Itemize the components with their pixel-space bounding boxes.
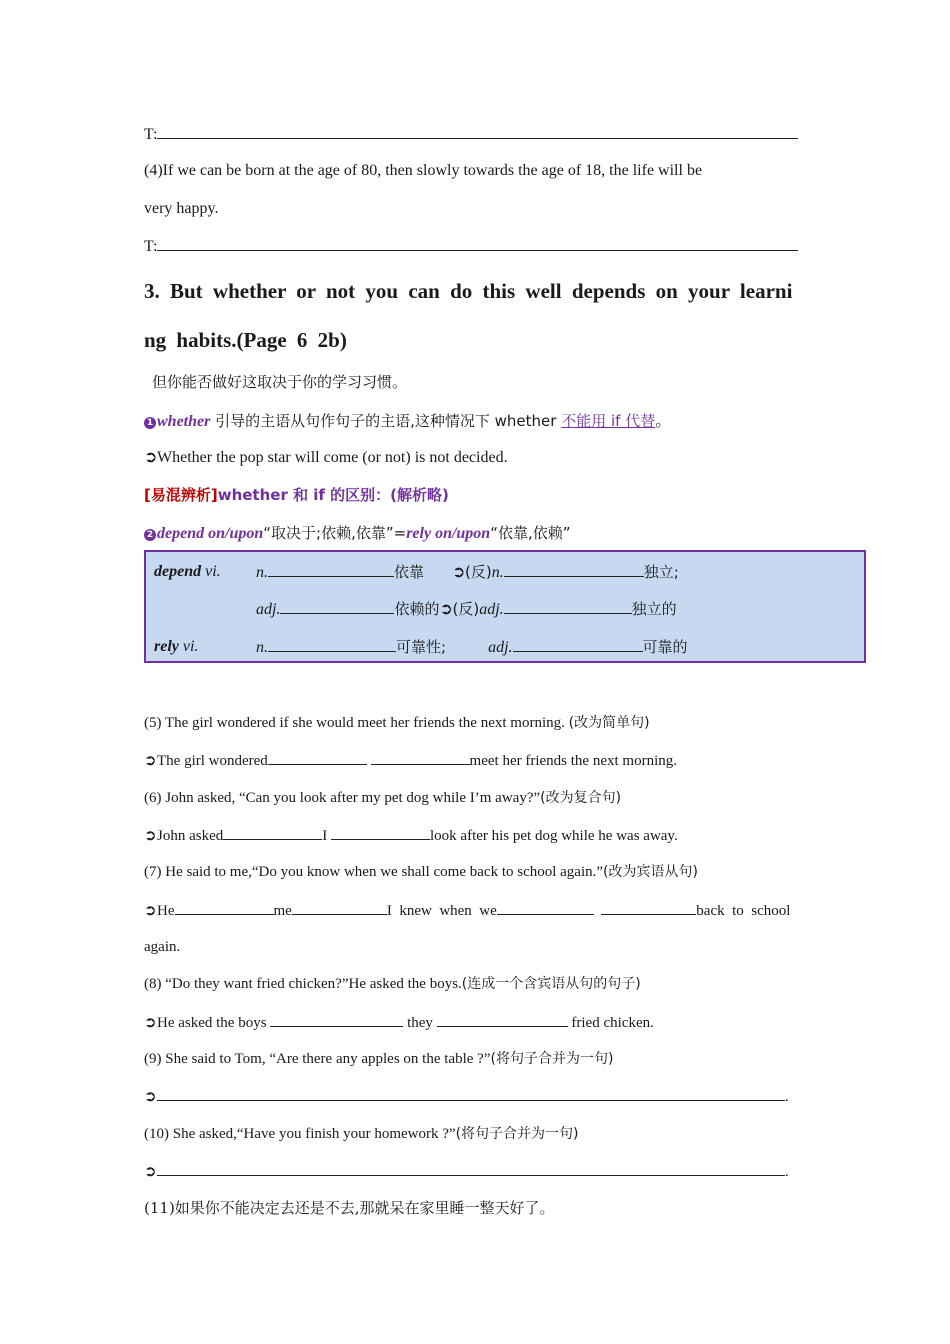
cn-meaning: 独立; [643, 563, 679, 581]
cn-meaning: 依赖的 [394, 600, 440, 618]
pos-n: n. [491, 564, 504, 581]
arrow-icon: ➲ [452, 564, 466, 581]
word-family-box [144, 550, 866, 663]
word-rely: rely [154, 638, 179, 655]
answer-9 [144, 1086, 789, 1107]
answer-text: meet her friends the next morning. [469, 753, 677, 769]
answer-blank[interactable] [268, 637, 396, 652]
cn-meaning: 依靠 [394, 563, 425, 581]
answer-text: He asked the boys [157, 1015, 271, 1031]
number-two-icon: 2 [144, 529, 156, 541]
question-11: (11)如果你不能决定去还是不去,那就呆在家里睡一整天好了。 [144, 1199, 555, 1217]
question-text: (8) “Do they want fried chicken?”He asked the boys. [144, 976, 462, 992]
section-heading-line1: 3. But whether or not you can do this well depends on your learni [144, 279, 793, 303]
arrow-icon: ➲ [144, 903, 157, 919]
question-hint: (改为宾语从句) [603, 864, 698, 880]
question-hint: (将句子合并为一句) [455, 1126, 579, 1142]
question-6 [144, 788, 621, 808]
pos-adj: adj. [488, 639, 513, 656]
answer-5 [144, 750, 677, 771]
answer-line-t2 [144, 236, 798, 257]
pos-n: n. [256, 639, 268, 656]
note-1-example [144, 448, 508, 468]
answer-blank[interactable] [497, 900, 594, 915]
answer-line-t1 [144, 124, 798, 145]
answer-10 [144, 1161, 789, 1182]
opposite-label: (反) [452, 600, 480, 618]
answer-blank[interactable] [292, 900, 387, 915]
answer-blank[interactable] [280, 599, 394, 614]
answer-blank[interactable] [223, 825, 322, 840]
confusion-bracket: [易混辨析] [144, 486, 218, 504]
arrow-icon: ➲ [144, 753, 157, 769]
box-row1-blanks [256, 562, 679, 583]
question-hint: (改为复合句) [540, 790, 622, 806]
question-5 [144, 713, 650, 733]
box-row-rely [154, 637, 198, 657]
cn-meaning: 独立的 [631, 600, 677, 618]
note-1-text: 引导的主语从句作句子的主语,这种情况下 whether [210, 412, 562, 430]
question-hint: (将句子合并为一句) [490, 1051, 614, 1067]
note-1-end: 。 [655, 413, 672, 430]
period: . [785, 1164, 789, 1180]
answer-blank[interactable] [157, 236, 798, 251]
question-text: (10) She asked,“Have you finish your homework ?” [144, 1126, 456, 1142]
answer-6 [144, 825, 678, 846]
box-row3-blanks [256, 637, 688, 658]
confusion-text: whether 和 if 的区别：(解析略) [217, 486, 449, 504]
answer-text: He [157, 903, 175, 919]
answer-text: they [403, 1015, 437, 1031]
question-4-line1: (4)If we can be born at the age of 80, then slowly towards the age of 18, the life will be [144, 162, 703, 179]
answer-blank[interactable] [157, 1161, 785, 1176]
arrow-icon: ➲ [144, 828, 157, 844]
pos-n: n. [256, 564, 268, 581]
answer-blank[interactable] [371, 750, 470, 765]
answer-text: I knew when we [386, 903, 497, 919]
word-depend: depend [154, 563, 202, 580]
answer-blank[interactable] [513, 637, 643, 652]
t-label: T: [144, 126, 158, 143]
note-2 [144, 523, 571, 544]
keyword-depend-on: depend on/upon [157, 525, 264, 542]
arrow-icon: ➲ [144, 1089, 157, 1105]
question-7 [144, 862, 698, 882]
box-row-depend [154, 562, 221, 582]
answer-blank[interactable] [504, 562, 644, 577]
answer-text: me [273, 903, 292, 919]
question-text: (6) John asked, “Can you look after my pet dog while I’m away?” [144, 790, 541, 806]
answer-blank[interactable] [268, 750, 367, 765]
note-2-end: “依靠,依赖” [490, 524, 571, 542]
question-text: (5) The girl wondered if she would meet her friends the next morning. [144, 715, 569, 731]
answer-text: I [322, 828, 331, 844]
answer-text: fried chicken. [567, 1015, 654, 1031]
answer-7-cont: again. [144, 939, 181, 955]
number-one-icon: 1 [144, 417, 156, 429]
keyword-whether: whether [157, 413, 211, 430]
keyword-rely-on: rely on/upon [406, 525, 491, 542]
question-hint: (连成一个含宾语从句的句子) [461, 976, 641, 992]
pos-vi: vi. [178, 638, 199, 655]
answer-text: The girl wondered [157, 753, 268, 769]
answer-blank[interactable] [331, 825, 430, 840]
question-hint: (改为简单句) [568, 715, 650, 731]
arrow-icon: ➲ [144, 1015, 157, 1031]
opposite-label: (反) [465, 563, 492, 581]
question-text: (9) She said to Tom, “Are there any apples on the table ?” [144, 1051, 491, 1067]
cn-meaning: 可靠的 [642, 638, 688, 656]
answer-blank[interactable] [437, 1012, 568, 1027]
question-text: (7) He said to me,“Do you know when we shall come back to school again.” [144, 864, 604, 880]
box-row2-blanks [256, 599, 677, 620]
answer-blank[interactable] [157, 124, 798, 139]
answer-text: John asked [157, 828, 224, 844]
answer-text: look after his pet dog while he was away. [430, 828, 678, 844]
answer-8 [144, 1012, 654, 1033]
answer-blank[interactable] [270, 1012, 403, 1027]
section-heading-line2: ng habits.(Page 6 2b) [144, 328, 347, 352]
arrow-icon: ➲ [144, 1164, 157, 1180]
question-9 [144, 1049, 613, 1069]
example-text: Whether the pop star will come (or not) is not decided. [157, 449, 508, 466]
question-4-line2: very happy. [144, 200, 219, 217]
confusion-note [144, 485, 449, 505]
t-label: T: [144, 238, 158, 255]
answer-blank[interactable] [504, 599, 632, 614]
answer-7 [144, 900, 790, 921]
pos-adj: adj. [479, 601, 504, 618]
pos-adj: adj. [256, 601, 281, 618]
answer-blank[interactable] [601, 900, 696, 915]
answer-text: back to school [696, 903, 791, 919]
arrow-icon: ➲ [439, 601, 453, 618]
heading-translation: 但你能否做好这取决于你的学习习惯。 [152, 373, 408, 391]
note-1 [144, 411, 671, 432]
period: . [785, 1089, 789, 1105]
cn-meaning: 可靠性; [396, 638, 447, 656]
answer-blank[interactable] [157, 1086, 785, 1101]
answer-blank[interactable] [268, 562, 394, 577]
arrow-icon: ➲ [144, 449, 158, 466]
question-8 [144, 974, 641, 994]
note-2-meaning: “取决于;依赖,依靠”= [263, 524, 407, 542]
pos-vi: vi. [201, 563, 221, 580]
note-1-link[interactable]: 不能用 if 代替 [561, 412, 656, 430]
question-10 [144, 1124, 579, 1144]
answer-blank[interactable] [175, 900, 274, 915]
